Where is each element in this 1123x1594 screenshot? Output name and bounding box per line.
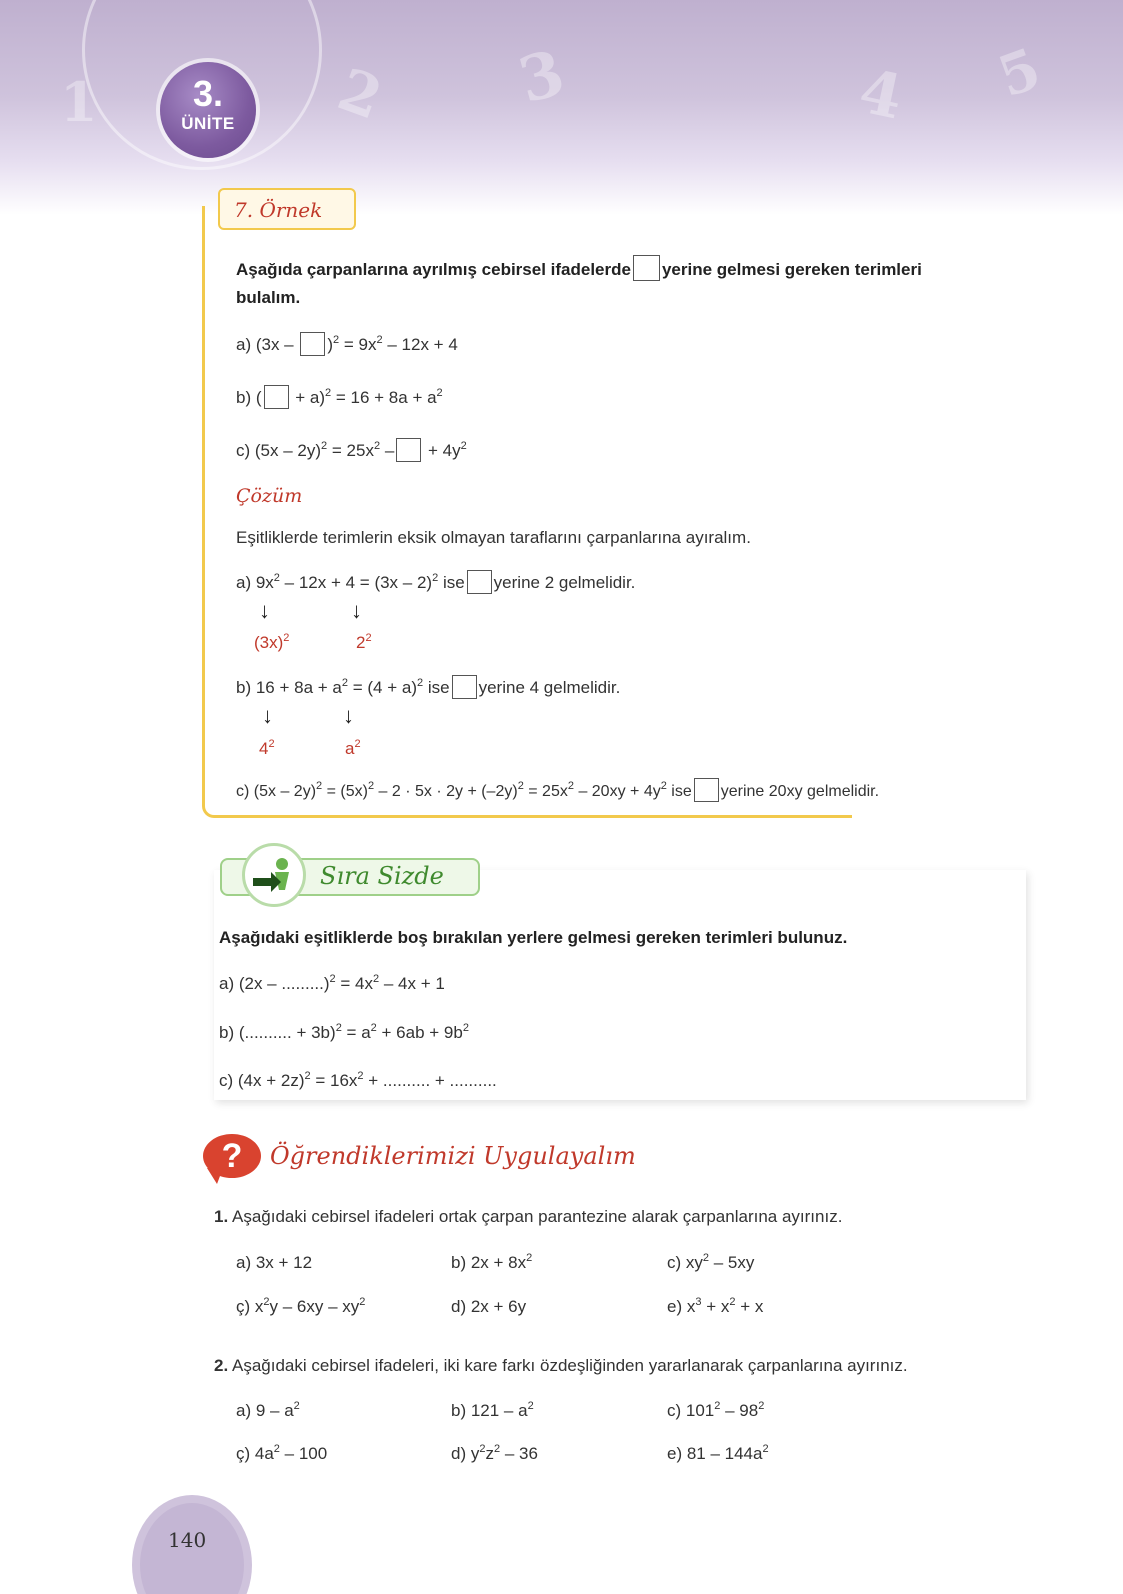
decorative-numbers: 2: [329, 55, 391, 133]
solution-b-factor-2: $a^2$: [345, 738, 361, 758]
example-intro-line2: bulalım.: [236, 288, 301, 307]
exercise-1-prompt: 1. Aşağıdaki cebirsel ifadeleri ortak çarpan parantezine alarak çarpanlarına ayırınız.: [214, 1207, 843, 1226]
exercise-1a: a) 3x + 12: [236, 1253, 313, 1272]
decorative-numbers: 5: [989, 35, 1050, 111]
decorative-numbers: 4: [853, 56, 909, 134]
practice-item-b: b) (.......... + $3b)^2 = a^2 + 6ab + 9b^2$: [219, 1022, 469, 1042]
blank-box: [694, 778, 719, 802]
solution-a-factor-1: $(3x)^2$: [254, 632, 290, 652]
practice-item-c: c) $(4x + 2z)^2 = 16x^2$ + .......... + ..........: [219, 1070, 497, 1090]
practice-title: Sıra Sizde: [320, 862, 444, 890]
practice-item-a: a) $(2x - .........)^2 = 4x^2 - 4x + 1$: [219, 973, 445, 993]
example-tag: 7. Örnek: [218, 188, 356, 230]
unit-label: ÜNİTE: [181, 114, 235, 133]
exercise-2b: b) $121 - a^2$: [451, 1400, 534, 1420]
exercise-1c: c) $xy^2 - 5xy$: [667, 1252, 755, 1272]
decorative-numbers: 1: [60, 70, 98, 134]
solution-item-b: b) $16 + 8a + a^2 = (4 + a)^2$ ise yerine 4 gelmelidir.: [236, 677, 621, 697]
example-item-a: a) $(3x - )^2 = 9x^2 - 12x + 4$: [236, 334, 458, 354]
unit-badge: [160, 62, 256, 158]
blank-box: [264, 385, 289, 409]
blank-box: [452, 675, 477, 699]
exercise-2d: d) $y^2z^2 - 36$: [451, 1443, 538, 1463]
practice-instruction: Aşağıdaki eşitliklerde boş bırakılan yerlere gelmesi gereken terimleri bulunuz.: [219, 928, 848, 947]
down-arrow-icon: ↓: [259, 598, 270, 623]
example-item-c: c) $(5x - 2y)^2 = 25x^2$ – + $4y^2$: [236, 440, 467, 460]
solution-title: Çözüm: [236, 485, 303, 507]
exercise-2e: e) $81 - 144a^2$: [667, 1443, 769, 1463]
blank-box: [633, 255, 660, 281]
exercise-2c: c) $101^2 - 98^2$: [667, 1400, 765, 1420]
unit-number: 3.: [192, 73, 224, 114]
solution-intro: Eşitliklerde terimlerin eksik olmayan taraflarını çarpanlarına ayıralım.: [236, 528, 751, 547]
exercise-1d: d) 2x + 6y: [451, 1297, 527, 1316]
decorative-numbers: 3: [511, 35, 572, 118]
exercise-1b: b) $2x + 8x^2$: [451, 1252, 533, 1272]
exercise-1cc: ç) $x^2y - 6xy - xy^2$: [236, 1296, 366, 1316]
down-arrow-icon: ↓: [351, 598, 362, 623]
exercise-2a: a) $9 - a^2$: [236, 1400, 300, 1420]
solution-item-a: a) $9x^2 - 12x + 4 = (3x - 2)^2$ ise yerine 2 gelmelidir.: [236, 572, 636, 592]
solution-a-factor-2: $2^2$: [356, 632, 372, 652]
exercise-2-prompt: 2. Aşağıdaki cebirsel ifadeleri, iki kare farkı özdeşliğinden yararlanarak çarpanlarına ayırınız.: [214, 1356, 908, 1375]
blank-box: [300, 332, 325, 356]
down-arrow-icon: ↓: [343, 703, 354, 728]
exercise-2cc: ç) $4a^2 - 100$: [236, 1443, 328, 1463]
blank-box: [467, 570, 492, 594]
exercise-1e: e) $x^3 + x^2 + x$: [667, 1296, 764, 1316]
page-number: 140: [168, 1528, 207, 1552]
question-icon-tail: [207, 1168, 223, 1184]
solution-item-c: c) $(5x - 2y)^2 = (5x)^2 - 2 \cdot 5x \cdot 2y + (-2y)^2 = 25x^2 - 20xy + 4y^2$ ise yerine 20xy gelmelidir.: [236, 780, 880, 800]
practice-icon: [242, 843, 306, 907]
exercises-title: Öğrendiklerimizi Uygulayalım: [270, 1142, 636, 1170]
solution-b-factor-1: $4^2$: [259, 738, 275, 758]
example-item-b: b) ( + $a)^2 = 16 + 8a + a^2$: [236, 387, 443, 407]
question-icon: ?: [203, 1134, 261, 1178]
blank-box: [396, 438, 421, 462]
example-intro: Aşağıda çarpanlarına ayrılmış cebirsel ifadelerde yerine gelmesi gereken terimleri: [236, 255, 922, 281]
down-arrow-icon: ↓: [262, 703, 273, 728]
